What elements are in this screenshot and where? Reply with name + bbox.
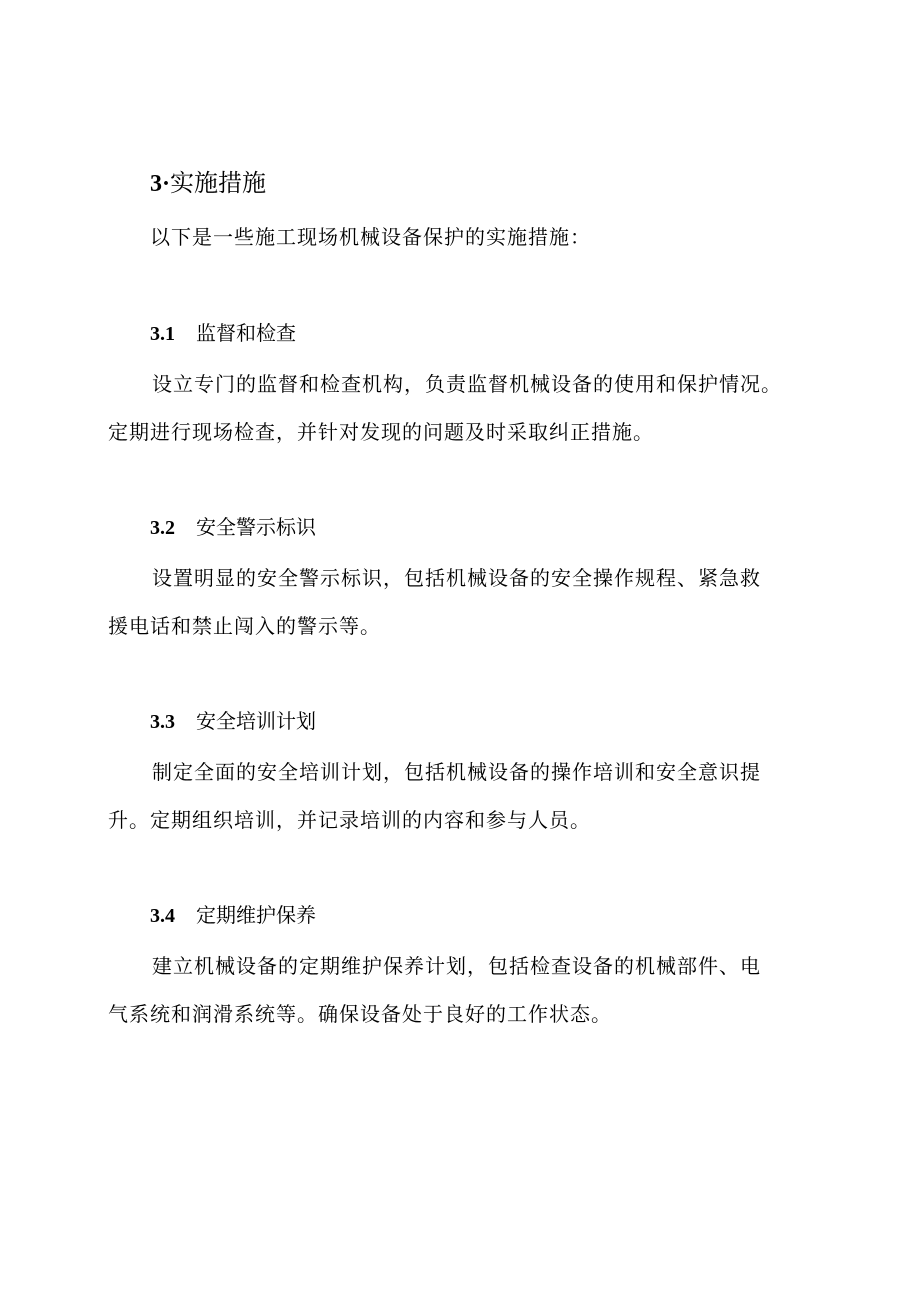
paragraph-line: 设置明显的安全警示标识，包括机械设备的安全操作规程、紧急救 [152, 566, 761, 590]
subsection-number: 3.3 [150, 711, 175, 733]
paragraph-line: 建立机械设备的定期维护保养计划，包括检查设备的机械部件、电 [152, 954, 761, 978]
paragraph-line: 升。定期组织培训，并记录培训的内容和参与人员。 [108, 808, 591, 832]
subsection-paragraph-3-2 [108, 554, 828, 650]
section-heading-title: 实施措施 [170, 169, 267, 197]
section-heading-number: 3· [150, 171, 171, 197]
subsection-heading-3-3 [150, 706, 316, 737]
intro-paragraph: 以下是一些施工现场机械设备保护的实施措施： [150, 225, 591, 249]
subsection-heading-3-1 [150, 318, 296, 349]
subsection-number: 3.4 [150, 905, 175, 927]
subsection-title: 定期维护保养 [196, 903, 316, 927]
subsection-paragraph-3-4 [108, 942, 828, 1038]
subsection-heading-3-2 [150, 512, 316, 543]
paragraph-line: 设立专门的监督和检查机构，负责监督机械设备的使用和保护情况。 [152, 372, 782, 396]
paragraph-line: 制定全面的安全培训计划，包括机械设备的操作培训和安全意识提 [152, 760, 761, 784]
paragraph-line: 援电话和禁止闯入的警示等。 [108, 614, 381, 638]
subsection-paragraph-3-1 [108, 360, 828, 456]
subsection-title: 安全警示标识 [196, 515, 316, 539]
subsection-paragraph-3-3 [108, 748, 828, 844]
subsection-number: 3.1 [150, 323, 175, 345]
subsection-heading-3-4 [150, 900, 316, 931]
paragraph-line: 气系统和润滑系统等。确保设备处于良好的工作状态。 [108, 1002, 612, 1026]
subsection-title: 安全培训计划 [196, 709, 316, 733]
subsection-number: 3.2 [150, 517, 175, 539]
paragraph-line: 定期进行现场检查，并针对发现的问题及时采取纠正措施。 [108, 420, 654, 444]
section-heading [150, 166, 266, 201]
subsection-title: 监督和检查 [196, 321, 296, 345]
